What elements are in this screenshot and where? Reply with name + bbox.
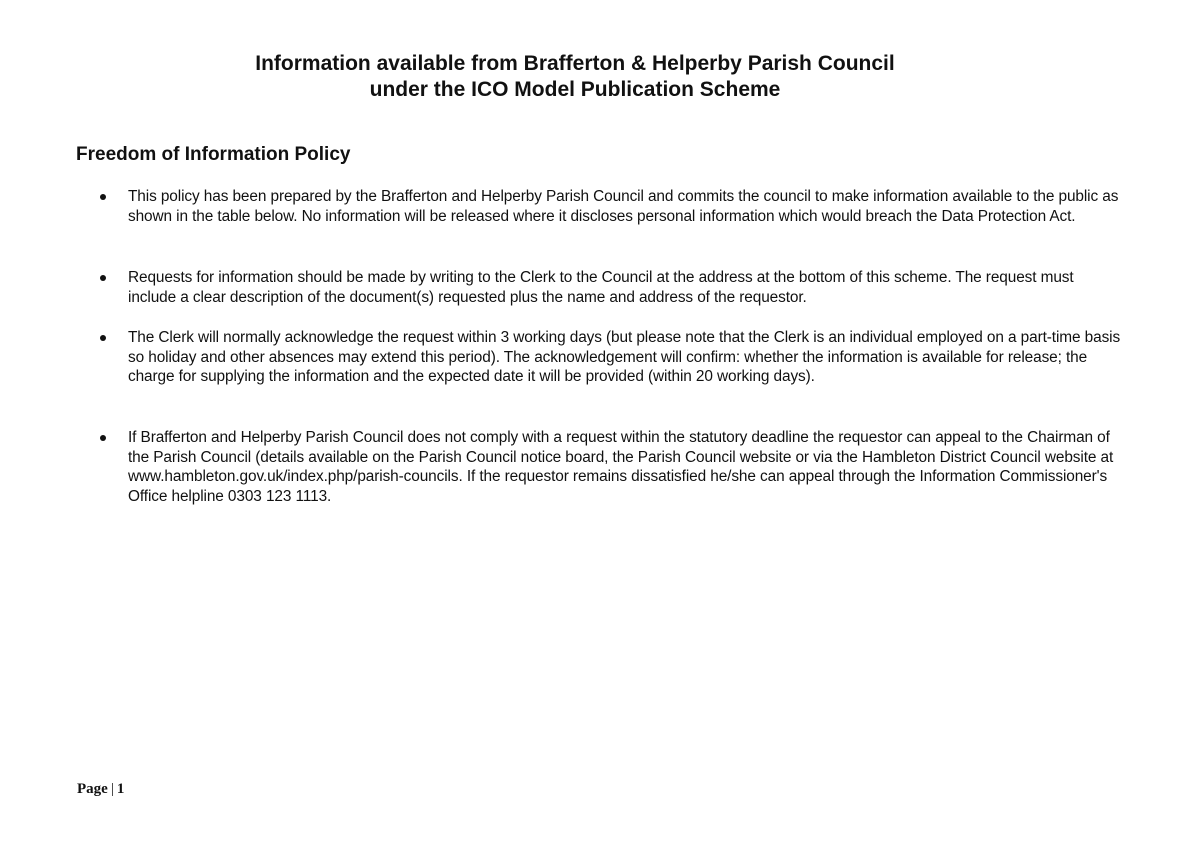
document-title [0,51,1150,103]
policy-bullet-text: The Clerk will normally acknowledge the request within 3 working days (but please note that the Clerk is an individual employed on a part-time basis so holiday and other absences may extend this period). The acknowledgement will confirm: whether the information is available for release; the charge for supplying the information and the expected date it will be provided (within 20 working days). [128,329,1121,386]
page-footer [77,779,124,799]
page-separator: | [110,781,114,797]
page-number: 1 [116,781,125,797]
bullet-icon [100,435,106,441]
title-line-1: Information available from Brafferton & Helperby Parish Council [255,52,895,75]
section-heading: Freedom of Information Policy [76,144,351,165]
policy-bullet-text: Requests for information should be made by writing to the Clerk to the Council at the address at the bottom of this scheme. The request must include a clear description of the document(s) requested plus the name and address of the requestor. [128,269,1074,306]
policy-bullet-text: If Brafferton and Helperby Parish Council does not comply with a request within the statutory deadline the requestor can appeal to the Chairman of the Parish Council (details available on the Parish Council notice board, the Parish Council website or via the Hambleton District Council website at www.hambleton.gov.uk/index.php/parish-councils. If the requestor remains dissatisfied he/she can appeal through the Information Commissioner's Office helpline 0303 123 1113. [128,429,1114,505]
title-line-2: under the ICO Model Publication Scheme [369,78,781,101]
bullet-icon [100,194,106,200]
page-label: Page [77,781,108,797]
bullet-icon [100,275,106,281]
bullet-icon [100,335,106,341]
policy-bullet-text: This policy has been prepared by the Brafferton and Helperby Parish Council and commits the council to make information available to the public as shown in the table below. No information will be released where it discloses personal information which would breach the Data Protection Act. [128,188,1119,225]
